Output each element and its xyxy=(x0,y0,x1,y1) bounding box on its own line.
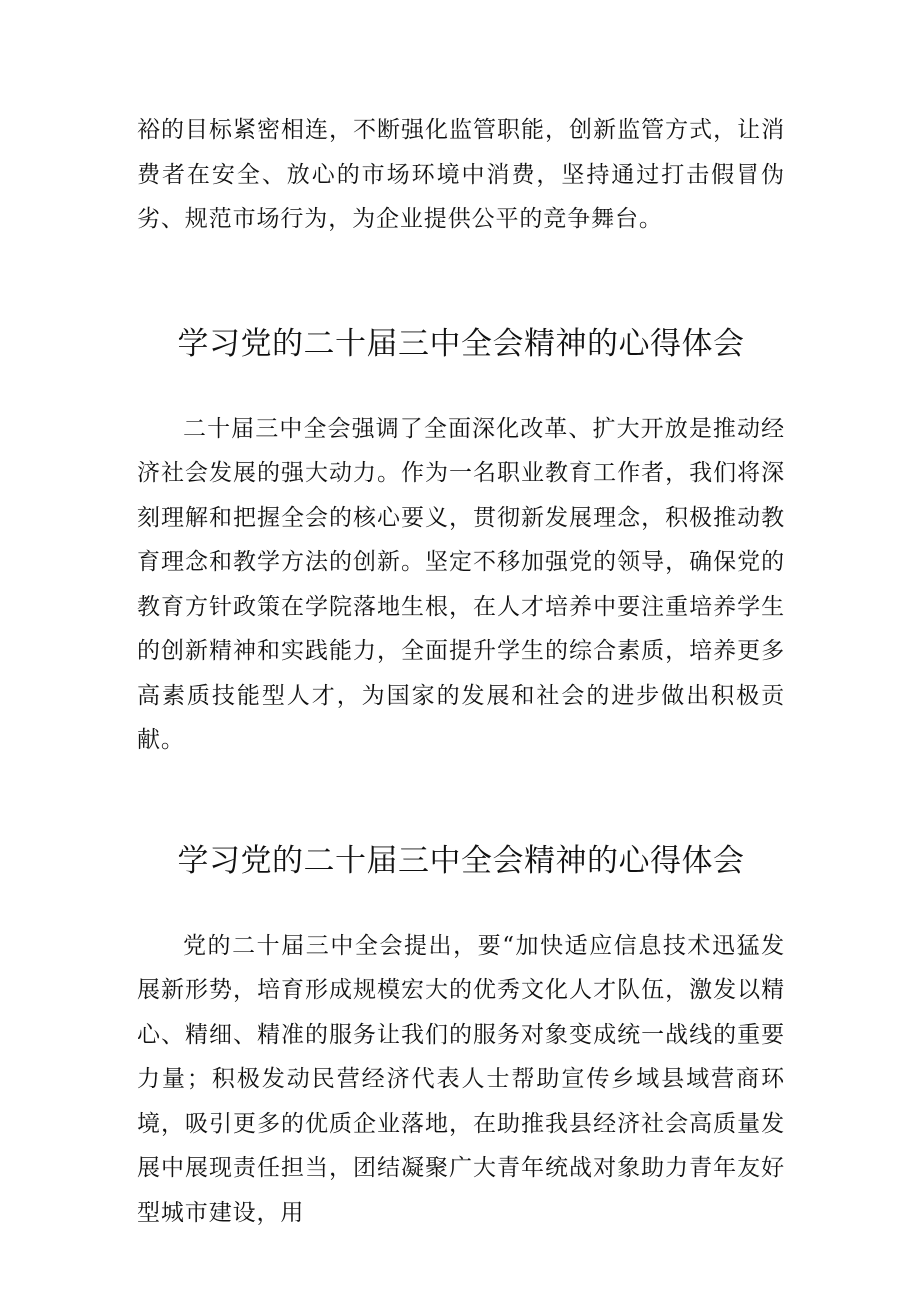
section-1-body: 二十届三中全会强调了全面深化改革、扩大开放是推动经济社会发展的强大动力。作为一名职业教育工作者，我们将深刻理解和把握全会的核心要义，贯彻新发展理念，积极推动教育理念和教学方法的创新。坚定不移加强党的领导，确保党的教育方针政策在学院落地生根，在人才培养中要注重培养学生的创新精神和实践能力，全面提升学生的综合素质，培养更多高素质技能型人才，为国家的发展和社会的进步做出积极贡献。 xyxy=(137,415,785,753)
section-2-title: 学习党的二十届三中全会精神的心得体会 xyxy=(177,842,745,879)
section-1-title: 学习党的二十届三中全会精神的心得体会 xyxy=(177,325,745,362)
intro-paragraph: 裕的目标紧密相连，不断强化监管职能，创新监管方式，让消费者在安全、放心的市场环境中消费，坚持通过打击假冒伪劣、规范市场行为，为企业提供公平的竞争舞台。 xyxy=(137,117,785,232)
document-page xyxy=(137,108,785,1235)
section-2-body: 党的二十届三中全会提出，要“加快适应信息技术迅猛发展新形势，培育形成规模宏大的优秀文化人才队伍，激发以精心、精细、精准的服务让我们的服务对象变成统一战线的重要力量；积极发动民营经济代表人士帮助宣传乡域县域营商环境，吸引更多的优质企业落地，在助推我县经济社会高质量发展中展现责任担当，团结凝聚广大青年统战对象助力青年友好型城市建设，用 xyxy=(137,932,785,1226)
